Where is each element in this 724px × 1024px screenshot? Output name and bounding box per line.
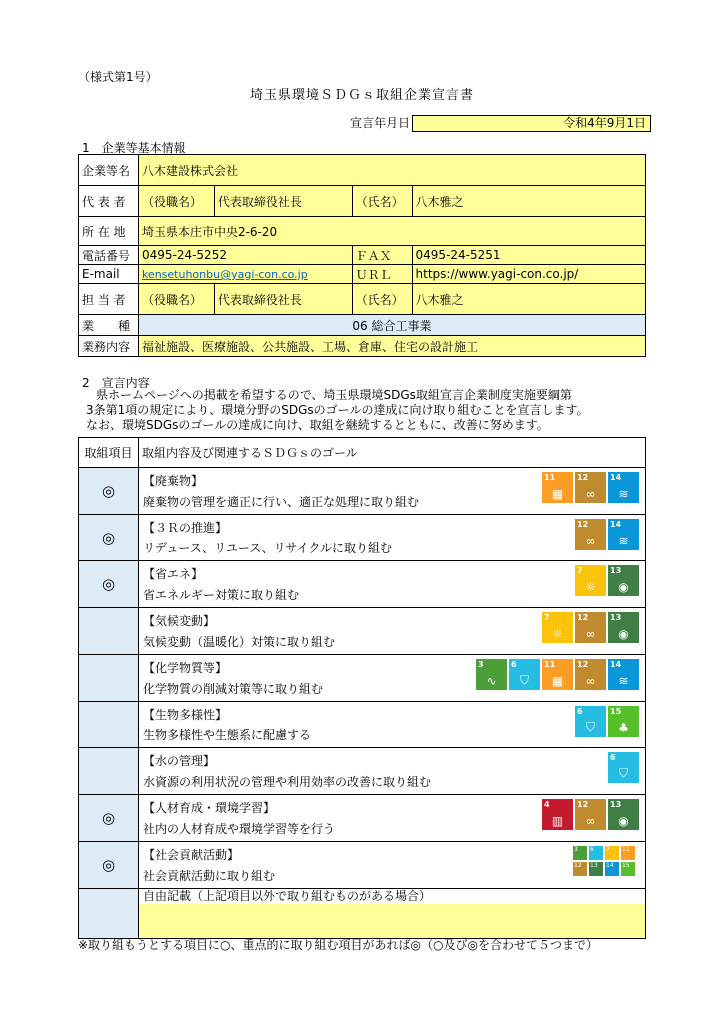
initiative-row	[79, 515, 646, 561]
initiative-row	[79, 795, 646, 842]
initiative-description: 社会貢献活動に取り組む	[142, 869, 275, 883]
sdg-goal-12-icon	[575, 519, 606, 550]
sdg-goal-icons	[575, 565, 639, 596]
section2-heading: 2 宣言内容	[82, 376, 150, 390]
sdg-goal-number: 14	[606, 862, 614, 869]
address-label: 所 在 地	[79, 217, 139, 246]
tel-value[interactable]: 0495-24-5252	[138, 246, 352, 265]
col-desc-header: 取組内容及び関連するＳＤＧｓのゴール	[138, 438, 645, 468]
industry-value[interactable]: 06 総合工事業	[138, 315, 645, 336]
initiative-category: 【水の管理】	[142, 754, 215, 768]
email-link[interactable]: kensetuhonbu@yagi-con.co.jp	[141, 268, 308, 281]
initiative-mark[interactable]: ◎	[79, 561, 139, 608]
sdg-goal-13-icon	[608, 799, 639, 830]
sdg-goal-number: 12	[574, 862, 582, 869]
initiatives-table	[78, 437, 646, 939]
url-label: ＵＲＬ	[352, 265, 412, 284]
section1-heading: 1 企業等基本情報	[82, 141, 186, 155]
email-label: E-mail	[79, 265, 139, 284]
initiative-mark[interactable]: ◎	[79, 842, 139, 889]
sdg-goal-glyph: ▦	[551, 674, 564, 688]
initiative-content	[138, 608, 645, 655]
initiative-description: 省エネルギー対策に取り組む	[142, 588, 299, 602]
sdg-goal-number: 13	[610, 800, 622, 809]
initiative-mark[interactable]	[79, 655, 139, 702]
free-description-row	[79, 889, 646, 939]
initiative-description: 化学物質の削減対策等に取り組む	[142, 682, 323, 696]
sdg-goal-glyph: ◉	[618, 580, 629, 594]
initiative-content	[138, 702, 645, 748]
sdg-goal-number: 4	[544, 800, 550, 809]
sdg-goal-number: 13	[610, 566, 622, 575]
sdg-goal-number: 15	[610, 707, 622, 716]
sdg-goal-glyph: ▦	[551, 487, 564, 501]
sdg-goal-glyph: ⛉	[585, 720, 595, 734]
sdg-goal-6-icon	[589, 846, 603, 860]
sdg-goal-glyph: ☼	[585, 580, 596, 594]
address-value[interactable]: 埼玉県本庄市中央2-6-20	[138, 217, 645, 246]
sdg-goal-number: 7	[606, 846, 610, 853]
rep-name-value[interactable]: 八木雅之	[412, 186, 645, 217]
sdg-goal-glyph: ∞	[585, 627, 596, 641]
sdg-goal-15-icon	[621, 862, 635, 876]
url-value[interactable]: https://www.yagi-con.co.jp/	[412, 265, 645, 284]
sdg-goal-glyph: ⛉	[618, 766, 628, 780]
sdg-goal-number: 12	[577, 520, 589, 529]
sdg-goal-glyph: ∞	[585, 674, 596, 688]
initiative-content	[138, 655, 645, 702]
declaration-line-3: なお、環境SDGsのゴールの達成に向け、取組を継続するとともに、改善に努めます。	[86, 418, 549, 432]
sdg-goal-6-icon	[575, 706, 606, 737]
sdg-goal-number: 11	[622, 846, 630, 853]
initiative-mark[interactable]: ◎	[79, 515, 139, 561]
sdg-goal-number: 12	[577, 613, 589, 622]
col-item-header: 取組項目	[79, 438, 139, 468]
sdg-goal-glyph: ◉	[618, 627, 629, 641]
sdg-goal-7-icon	[542, 612, 573, 643]
sdg-goal-number: 6	[577, 707, 583, 716]
sdg-goal-icons	[575, 706, 639, 737]
initiative-mark[interactable]	[79, 748, 139, 795]
sdg-goal-glyph: ♣	[618, 721, 629, 735]
initiative-category: 【人材育成・環境学習】	[142, 801, 275, 815]
sdg-goal-12-icon	[573, 862, 587, 876]
sdg-goal-icons	[476, 659, 639, 690]
initiative-content	[138, 795, 645, 842]
rep-title-value[interactable]: 代表取締役社長	[214, 186, 352, 217]
initiative-category: 【社会貢献活動】	[142, 848, 239, 862]
initiative-category: 【３Ｒの推進】	[142, 521, 227, 535]
initiative-description: 社内の人材育成や環境学習等を行う	[142, 822, 335, 836]
sdg-goal-12-icon	[575, 472, 606, 503]
rep-name-label: （氏名）	[352, 186, 412, 217]
initiative-content	[138, 842, 645, 889]
sdg-goal-3-icon	[573, 846, 587, 860]
initiative-row	[79, 842, 646, 889]
sdg-goal-icons	[542, 472, 639, 503]
sdg-goal-icons	[542, 612, 639, 643]
sdg-goal-11-icon	[542, 472, 573, 503]
sdg-goal-icons	[575, 519, 639, 550]
free-description-value[interactable]	[139, 904, 645, 937]
sdg-goal-14-icon	[608, 659, 639, 690]
sdg-goal-number: 7	[544, 613, 550, 622]
fax-label: ＦＡＸ	[352, 246, 412, 265]
initiative-mark[interactable]	[79, 608, 139, 655]
contact-title-label: （役職名）	[138, 284, 214, 315]
declaration-date-value[interactable]: 令和4年9月1日	[412, 115, 651, 132]
sdg-goal-3-icon	[476, 659, 507, 690]
initiative-description: 気候変動（温暖化）対策に取り組む	[142, 635, 335, 649]
sdg-goal-6-icon	[509, 659, 540, 690]
sdg-goal-number: 13	[590, 862, 598, 869]
sdg-goal-number: 7	[577, 566, 583, 575]
free-description-cell	[138, 889, 645, 939]
tel-label: 電話番号	[79, 246, 139, 265]
sdg-goal-glyph: ⛉	[519, 673, 529, 687]
initiative-description: 廃棄物の管理を適正に行い、適正な処理に取り組む	[142, 495, 419, 509]
initiative-category: 【化学物質等】	[142, 661, 227, 675]
initiative-category: 【廃棄物】	[142, 474, 203, 488]
initiative-row	[79, 748, 646, 795]
business-value[interactable]: 福祉施設、医療施設、公共施設、工場、倉庫、住宅の設計施工	[138, 336, 645, 357]
sdg-goal-12-icon	[575, 612, 606, 643]
sdg-goal-number: 13	[610, 613, 622, 622]
sdg-goal-14-icon	[608, 519, 639, 550]
contact-label: 担 当 者	[79, 284, 139, 315]
sdg-goal-12-icon	[575, 799, 606, 830]
sdg-goal-number: 14	[610, 660, 622, 669]
initiative-row	[79, 655, 646, 702]
rep-title-label: （役職名）	[138, 186, 214, 217]
industry-label: 業 種	[79, 315, 139, 336]
contact-name-label: （氏名）	[352, 284, 412, 315]
initiative-mark[interactable]: ◎	[79, 795, 139, 842]
sdg-goal-glyph: ∿	[486, 674, 497, 688]
initiative-mark[interactable]	[79, 702, 139, 748]
form-number: （様式第1号）	[78, 70, 158, 84]
sdg-goal-number: 15	[622, 862, 630, 869]
sdg-goal-11-icon	[542, 659, 573, 690]
initiative-description: 生物多様性や生態系に配慮する	[142, 728, 311, 742]
initiative-category: 【省エネ】	[142, 567, 203, 581]
initiative-mark[interactable]: ◎	[79, 468, 139, 515]
contact-title-value[interactable]: 代表取締役社長	[214, 284, 352, 315]
sdg-goal-glyph: ≋	[618, 534, 629, 548]
initiative-row	[79, 468, 646, 515]
declaration-line-2: 3条第1項の規定により、環境分野のSDGsのゴールの達成に向け取り組むことを宣言します。	[86, 403, 589, 417]
sdg-goal-glyph: ∞	[585, 534, 596, 548]
company-label: 企業等名	[79, 155, 139, 186]
sdg-goal-number: 14	[610, 473, 622, 482]
sdg-goal-icons	[573, 846, 639, 876]
initiative-category: 【気候変動】	[142, 614, 215, 628]
free-description-mark[interactable]	[79, 889, 139, 939]
sdg-goal-icons	[608, 752, 639, 783]
initiative-row	[79, 702, 646, 748]
sdg-goal-glyph: ≋	[618, 674, 629, 688]
initiative-content	[138, 561, 645, 608]
sdg-goal-4-icon	[542, 799, 573, 830]
declaration-date-label: 宣言年月日	[349, 116, 410, 130]
sdg-goal-number: 6	[610, 753, 616, 762]
sdg-goal-glyph: ∞	[585, 487, 596, 501]
initiative-category: 【生物多様性】	[142, 708, 227, 722]
sdg-goal-13-icon	[608, 612, 639, 643]
sdg-goal-number: 3	[478, 660, 484, 669]
initiative-row	[79, 561, 646, 608]
initiative-content	[138, 468, 645, 515]
sdg-goal-glyph: ≋	[618, 487, 629, 501]
sdg-goal-15-icon	[608, 706, 639, 737]
sdg-goal-13-icon	[589, 862, 603, 876]
sdg-goal-14-icon	[608, 472, 639, 503]
sdg-goal-12-icon	[575, 659, 606, 690]
sdg-goal-number: 6	[511, 660, 517, 669]
contact-name-value[interactable]: 八木雅之	[412, 284, 645, 315]
sdg-goal-7-icon	[575, 565, 606, 596]
initiative-content	[138, 515, 645, 561]
sdg-goal-glyph: ∞	[585, 814, 596, 828]
sdg-goal-number: 12	[577, 800, 589, 809]
company-info-table	[78, 154, 646, 357]
company-value[interactable]: 八木建設株式会社	[138, 155, 645, 186]
sdg-goal-number: 12	[577, 660, 589, 669]
initiative-description: 水資源の利用状況の管理や利用効率の改善に取り組む	[142, 775, 431, 789]
sdg-goal-number: 11	[544, 473, 556, 482]
footnote: ※取り組もうとする項目に○、重点的に取り組む項目があれば◎（○及び◎を合わせて５つまで）	[78, 938, 598, 952]
sdg-goal-number: 11	[544, 660, 556, 669]
sdg-goal-number: 14	[610, 520, 622, 529]
initiative-content	[138, 748, 645, 795]
sdg-goal-number: 6	[590, 846, 594, 853]
sdg-goal-13-icon	[608, 565, 639, 596]
sdg-goal-icons	[542, 799, 639, 830]
sdg-goal-number: 3	[574, 846, 578, 853]
rep-label: 代 表 者	[79, 186, 139, 217]
initiative-row	[79, 608, 646, 655]
declaration-line-1: 県ホームページへの掲載を希望するので、埼玉県環境SDGs取組宣言企業制度実施要綱第	[96, 388, 572, 402]
fax-value[interactable]: 0495-24-5251	[412, 246, 645, 265]
declaration-text	[86, 388, 646, 433]
sdg-goal-6-icon	[608, 752, 639, 783]
initiative-description: リデュース、リユース、リサイクルに取り組む	[142, 541, 392, 555]
sdg-goal-glyph: ▥	[551, 814, 564, 828]
sdg-goal-7-icon	[605, 846, 619, 860]
business-label: 業務内容	[79, 336, 139, 357]
email-cell	[138, 265, 352, 284]
sdg-goal-glyph: ☼	[552, 627, 563, 641]
sdg-goal-number: 12	[577, 473, 589, 482]
sdg-goal-11-icon	[621, 846, 635, 860]
free-description-label: 自由記載（上記項目以外で取り組むものがある場合）	[139, 889, 645, 904]
sdg-goal-14-icon	[605, 862, 619, 876]
sdg-goal-glyph: ◉	[618, 814, 629, 828]
document-title: 埼玉県環境ＳＤＧｓ取組企業宣言書	[249, 88, 474, 103]
